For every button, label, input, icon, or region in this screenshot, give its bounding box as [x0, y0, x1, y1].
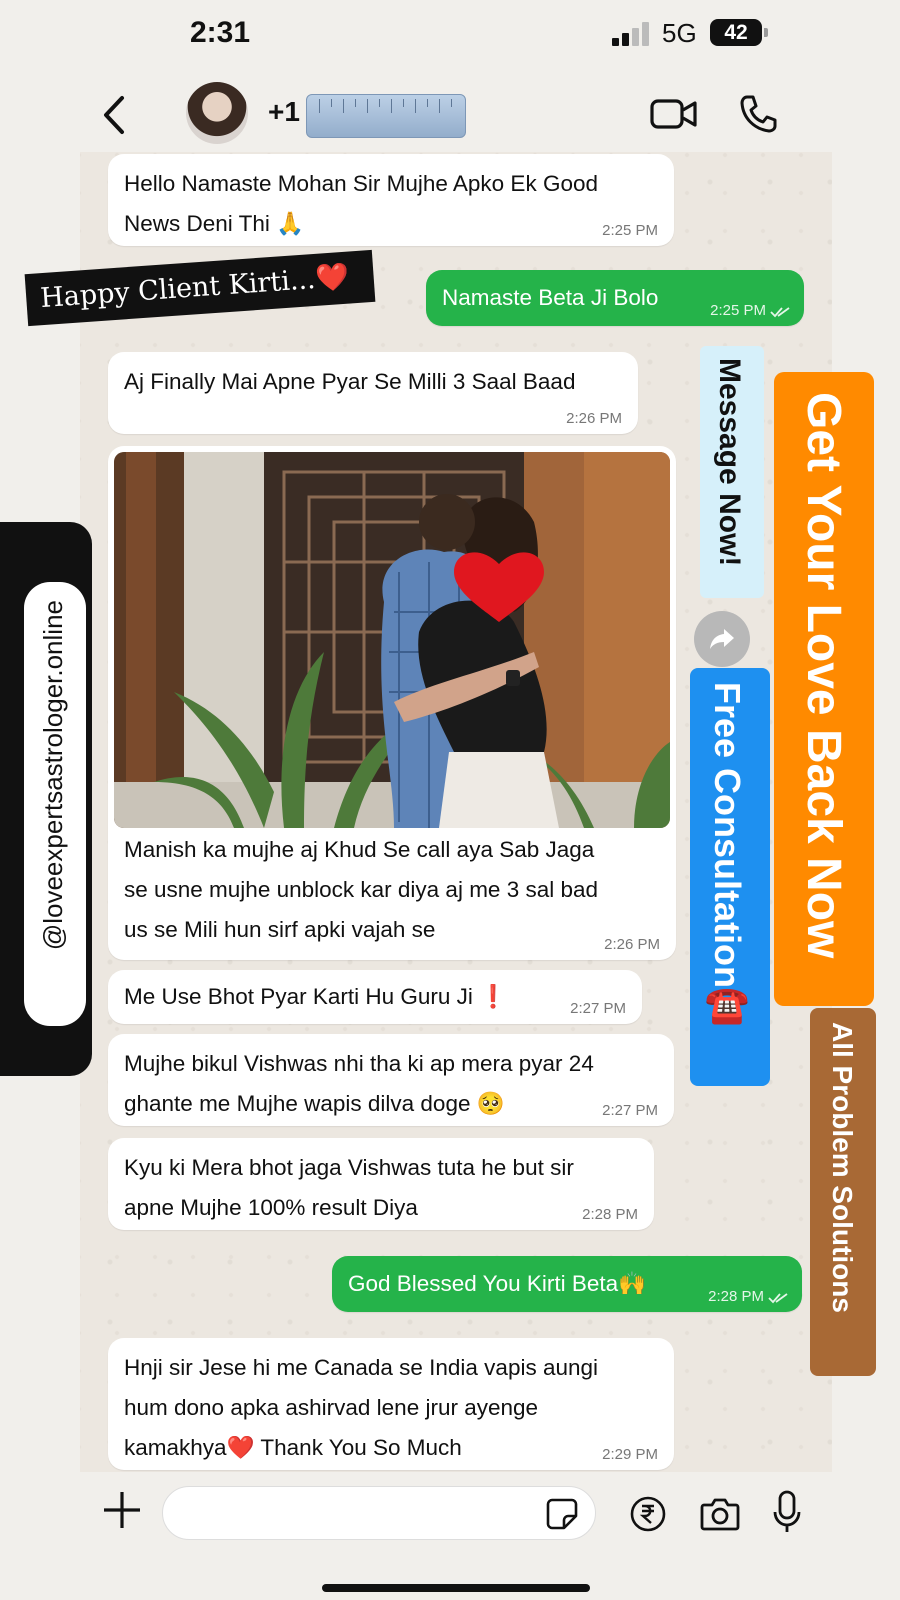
message-bubble[interactable]	[108, 1034, 674, 1126]
contact-prefix[interactable]: +1	[268, 96, 300, 127]
voice-call-icon[interactable]	[738, 94, 778, 134]
photo-message-bubble[interactable]	[108, 446, 676, 960]
message-now-text: Message Now!	[713, 358, 746, 567]
sticker-icon[interactable]	[546, 1498, 578, 1530]
message-bubble[interactable]	[108, 1138, 654, 1230]
avatar[interactable]	[186, 82, 248, 144]
message-bubble[interactable]	[108, 154, 674, 246]
message-text: ghante me Mujhe wapis dilva doge 🥺	[124, 1091, 505, 1116]
free-consultation-text: Free Consultation☎️	[707, 682, 748, 1032]
website-side-banner	[0, 522, 92, 1076]
message-input[interactable]	[162, 1486, 596, 1540]
read-ticks-icon	[770, 306, 790, 318]
message-time: 2:29 PM	[602, 1446, 658, 1463]
message-time: 2:28 PM	[708, 1288, 764, 1305]
message-bubble-outgoing[interactable]	[332, 1256, 802, 1312]
website-text: @loveexpertsastrologer.online	[38, 600, 68, 951]
website-pill	[24, 582, 86, 1026]
happy-client-label: Happy Client Kirti...❤️	[25, 250, 376, 326]
get-love-back-text: Get Your Love Back Now	[797, 392, 850, 959]
network-label: 5G	[662, 18, 697, 48]
message-text: God Blessed You Kirti Beta🙌	[348, 1271, 647, 1296]
message-text: kamakhya❤️ Thank You So Much	[124, 1435, 462, 1460]
message-text: hum dono apka ashirvad lene jrur ayenge	[124, 1395, 539, 1420]
message-text: Hello Namaste Mohan Sir Mujhe Apko Ek Good	[124, 171, 598, 196]
camera-icon[interactable]	[700, 1496, 740, 1532]
microphone-icon[interactable]	[772, 1490, 802, 1534]
all-problem-text: All Problem Solutions	[827, 1022, 858, 1313]
message-time: 2:26 PM	[566, 410, 622, 427]
status-time: 2:31	[190, 16, 251, 49]
rupee-payment-icon[interactable]	[630, 1496, 666, 1532]
message-bubble[interactable]	[108, 352, 638, 434]
message-now-banner	[700, 346, 764, 598]
message-time: 2:27 PM	[570, 1000, 626, 1017]
signal-icon	[612, 22, 652, 46]
get-love-back-banner	[774, 372, 874, 1006]
battery-icon: 42	[710, 19, 762, 46]
all-problem-banner	[810, 1008, 876, 1376]
message-text: Kyu ki Mera bhot jaga Vishwas tuta he but sir	[124, 1155, 574, 1180]
home-indicator	[322, 1584, 590, 1592]
message-time: 2:25 PM	[602, 222, 658, 239]
couple-photo[interactable]	[114, 452, 670, 828]
plus-icon[interactable]	[102, 1490, 142, 1530]
message-text: Me Use Bhot Pyar Karti Hu Guru Ji ❗	[124, 984, 508, 1009]
message-text: apne Mujhe 100% result Diya	[124, 1195, 418, 1220]
message-text: Namaste Beta Ji Bolo	[442, 285, 659, 310]
message-text: Mujhe bikul Vishwas nhi tha ki ap mera pyar 24	[124, 1051, 594, 1076]
message-bubble-outgoing[interactable]	[426, 270, 804, 326]
message-text: Aj Finally Mai Apne Pyar Se Milli 3 Saal Baad	[124, 369, 576, 394]
message-time: 2:26 PM	[604, 936, 660, 953]
forward-arrow-icon	[708, 625, 736, 653]
message-text: se usne mujhe unblock kar diya aj me 3 sal bad	[124, 877, 599, 902]
message-text: us se Mili hun sirf apki vajah se	[124, 917, 436, 942]
message-text: News Deni Thi 🙏	[124, 211, 305, 236]
read-ticks-icon	[768, 1292, 788, 1304]
message-bubble[interactable]	[108, 970, 642, 1024]
free-consultation-banner	[690, 668, 770, 1086]
message-time: 2:25 PM	[710, 302, 766, 319]
video-call-icon[interactable]	[650, 96, 698, 132]
back-arrow-icon[interactable]	[98, 94, 132, 136]
message-time: 2:27 PM	[602, 1102, 658, 1119]
forward-button[interactable]	[694, 611, 750, 667]
message-text: Hnji sir Jese hi me Canada se India vapis aungi	[124, 1355, 599, 1380]
message-bubble[interactable]	[108, 1338, 674, 1470]
redaction-ruler-icon	[306, 94, 466, 138]
message-text: Manish ka mujhe aj Khud Se call aya Sab Jaga	[124, 837, 595, 862]
message-time: 2:28 PM	[582, 1206, 638, 1223]
